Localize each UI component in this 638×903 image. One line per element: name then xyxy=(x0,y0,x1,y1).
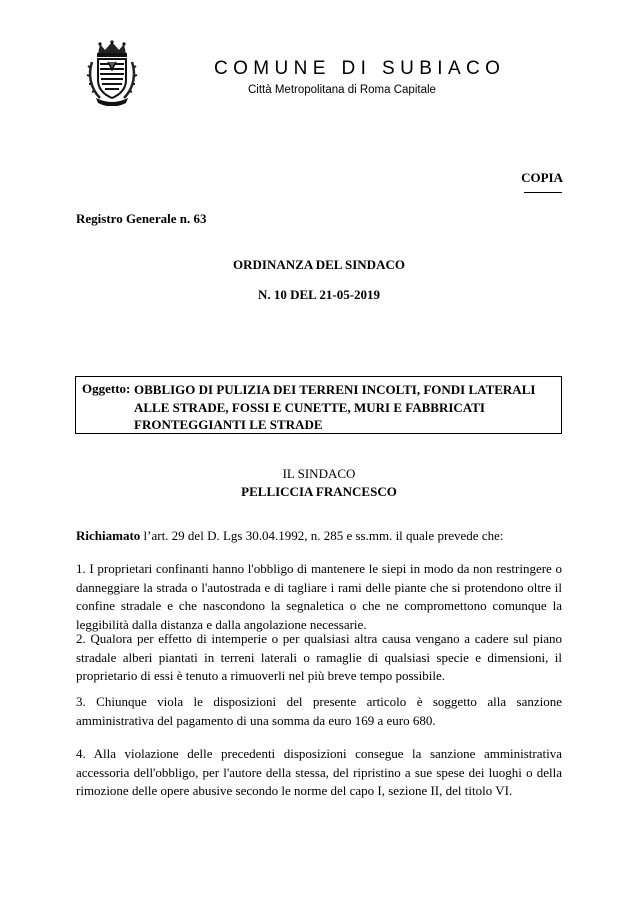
mayor-title: IL SINDACO xyxy=(282,466,356,481)
article-paragraph-3: 3. Chiunque viola le disposizioni del presente articolo è soggetto alla sanzione amministrativa del pagamento di una somma da euro 169 a euro 680. xyxy=(76,694,562,728)
subject-text: OBBLIGO DI PULIZIA DEI TERRENI INCOLTI, FONDI LATERALI ALLE STRADE, FOSSI E CUNETTE, MURI E FABBRICATI FRONTEGGIANTI LE STRADE xyxy=(134,382,536,432)
article-paragraph-1: 1. I proprietari confinanti hanno l'obbligo di mantenere le siepi in modo da non restringere o danneggiare la strada o l'autostrada e di tagliare i rami delle piante che si protendono oltre il confine stradale e che nascondono la segnaletica o che ne compromettono comunque la leggibilità dalla distanza e dalla angolazione necessarie. xyxy=(76,561,562,632)
mayor-name: PELLICCIA FRANCESCO xyxy=(241,484,397,499)
richiamato-paragraph xyxy=(76,527,562,546)
subject-box xyxy=(75,376,562,434)
richiamato-text: l’art. 29 del D. Lgs 30.04.1992, n. 285 e ss.mm. il quale prevede che: xyxy=(140,528,504,543)
municipality-name: COMUNE DI SUBIACO xyxy=(214,58,506,79)
ordinance-number: N. 10 DEL 21-05-2019 xyxy=(257,287,381,302)
registro-generale: Registro Generale n. 63 xyxy=(76,211,207,226)
copy-mark: COPIA xyxy=(521,170,563,185)
richiamato-label: Richiamato xyxy=(76,528,141,543)
municipality-subtitle: Città Metropolitana di Roma Capitale xyxy=(248,84,436,96)
municipal-crest-icon xyxy=(86,40,138,106)
subject-label: Oggetto: xyxy=(82,381,131,396)
ordinance-title: ORDINANZA DEL SINDACO xyxy=(233,257,405,272)
article-paragraph-4: 4. Alla violazione delle precedenti disposizioni consegue la sanzione amministrativa accessoria dell'obbligo, per l'autore della stessa, del ripristino a sue spese dei luoghi o della rimozione delle opere abusive secondo le norme del capo I, sezione II, del titolo VI. xyxy=(76,746,562,798)
copy-underline xyxy=(524,192,562,193)
article-paragraph-2: 2. Qualora per effetto di intemperie o per qualsiasi altra causa vengano a cadere sul piano stradale alberi piantati in terreni laterali o ramaglie di qualsiasi specie e dimensioni, il proprietario di essi è tenuto a rimuoverli nel più breve tempo possibile. xyxy=(76,631,562,683)
